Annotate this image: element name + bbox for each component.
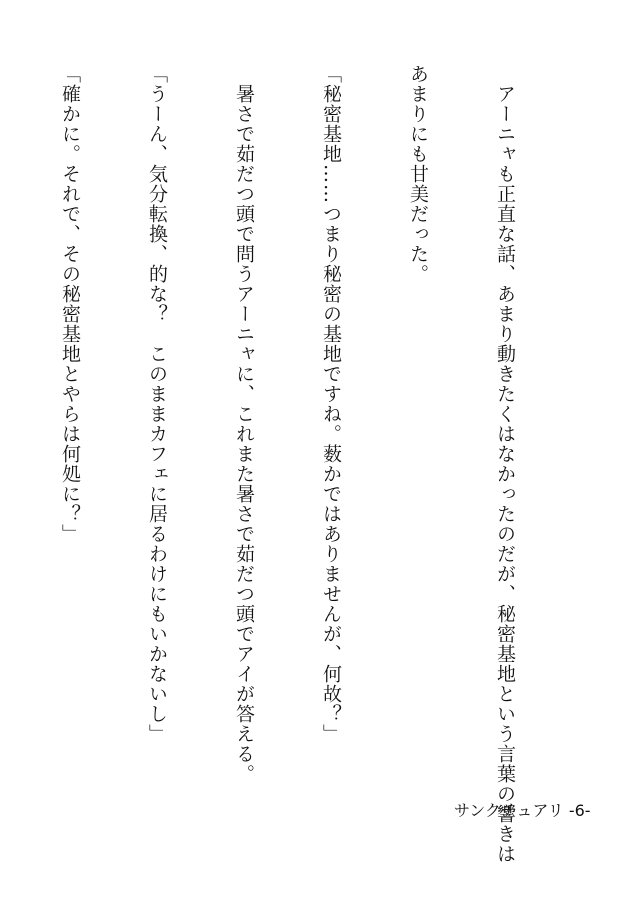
text-line: 「うーん、気分転換、的な？ このままカフェに居るわけにもいかないし」 bbox=[146, 64, 168, 744]
text-line: 暑さで茹だつ頭で問うアーニャに、これまた暑さで茹だつ頭でアイが答える。 bbox=[233, 64, 255, 784]
page-footer: サンクチュアリ -6- bbox=[454, 801, 591, 820]
text-line: 「秘密基地……つまり秘密の基地ですね。薮かではありませんが、何故？」 bbox=[320, 64, 342, 744]
text-line: アーニャも正直な話、あまり動きたくはなかったのだが、秘密基地という言葉の響きは bbox=[494, 64, 516, 864]
text-line: 「確かに。それで、その秘密基地とやらは何処に？」 bbox=[59, 64, 81, 544]
text-line: あまりにも甘美だった。 bbox=[407, 64, 429, 284]
